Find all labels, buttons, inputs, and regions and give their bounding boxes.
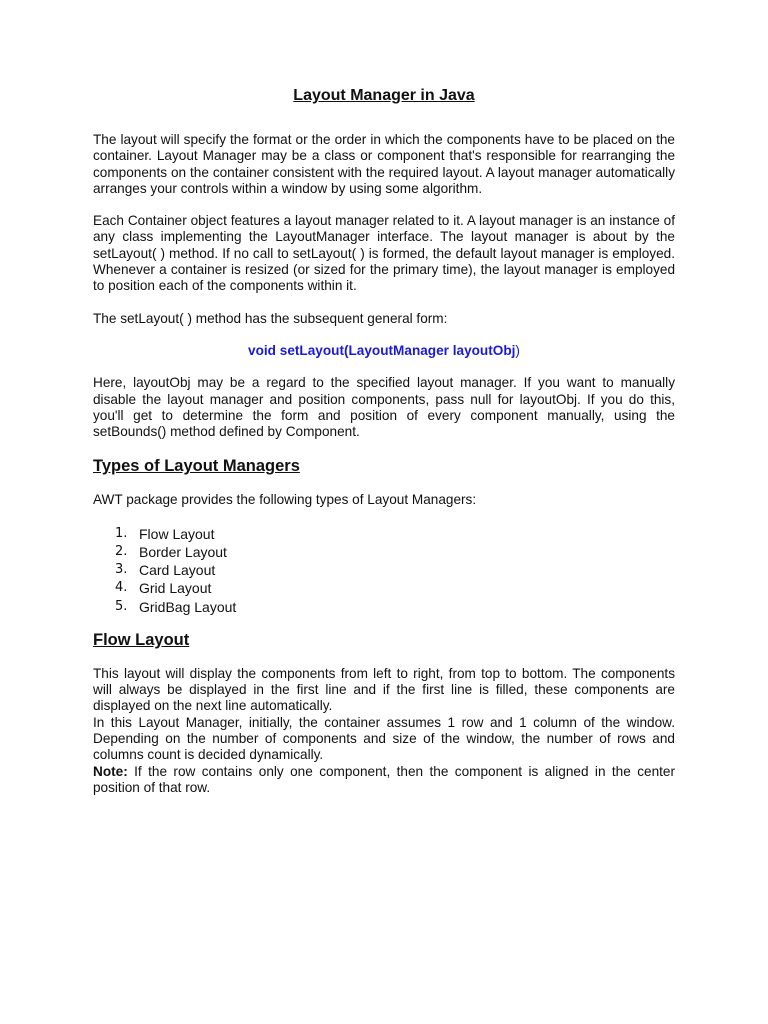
intro-paragraph-2: Each Container object features a layout manager related to it. A layout manager is an instance of any class implementing the LayoutManager interface. The layout manager is about by the setLayout( ) method. If no call to setLayout( ) is formed, the default layout manager is employed. Whenever a container is resized (or sized for the primary time), the layout manager is employed to position each of the components within it. [93,213,675,294]
types-intro-paragraph: AWT package provides the following types of Layout Managers: [93,492,477,508]
types-section-heading: Types of Layout Managers [93,457,300,476]
intro-paragraph-1: The layout will specify the format or the order in which the components have to be placed on the container. Layout Manager may be a class or component that's responsible for rearranging the components on the container consistent with the required layout. A layout manager automatically arranges your controls within a window by using some algorithm. [93,132,675,196]
note-text: If the row contains only one component, then the component is aligned in the center position of that row. [93,763,675,795]
flow-note-paragraph [93,764,675,797]
note-label: Note: [93,763,128,779]
document-page [93,86,675,796]
code-signature: void setLayout(LayoutManager layoutObj [248,342,516,358]
list-item-label: Flow Layout [139,525,215,542]
after-code-paragraph: Here, layoutObj may be a regard to the specified layout manager. If you want to manually disable the layout manager and position components, pass null for layoutObj. If you do this, you'll get to determine the form and position of every component manually, using the setBounds() method defined by Component. [93,375,675,440]
document-title: Layout Manager in Java [293,87,475,104]
intro-paragraph-3: The setLayout( ) method has the subsequent general form: [93,310,448,326]
list-item-number: 2. [115,543,128,559]
code-closing-paren: ) [515,342,520,358]
flow-paragraph-2: In this Layout Manager, initially, the container assumes 1 row and 1 column of the window. Depending on the number of components and size of the window, the number of rows and columns count is decided dynamically. [93,714,675,763]
list-item [115,579,675,597]
list-item-label: Card Layout [139,562,216,579]
list-item [115,598,675,616]
list-item-number: 4. [115,580,128,596]
flow-layout-heading: Flow Layout [93,630,190,649]
list-item [115,543,675,561]
list-item-label: Border Layout [139,543,227,560]
list-item-label: Grid Layout [139,580,212,597]
list-item-number: 1. [115,525,128,541]
code-signature-line [93,343,675,359]
layout-types-list [93,525,675,616]
list-item-label: GridBag Layout [139,598,237,615]
list-item-number: 5. [115,598,128,614]
list-item [115,525,675,543]
list-item-number: 3. [115,562,128,578]
flow-paragraph-1: This layout will display the components from left to right, from top to bottom. The components will always be displayed in the first line and if the first line is filled, these components are displayed on the next line automatically. [93,665,675,714]
list-item [115,561,675,579]
